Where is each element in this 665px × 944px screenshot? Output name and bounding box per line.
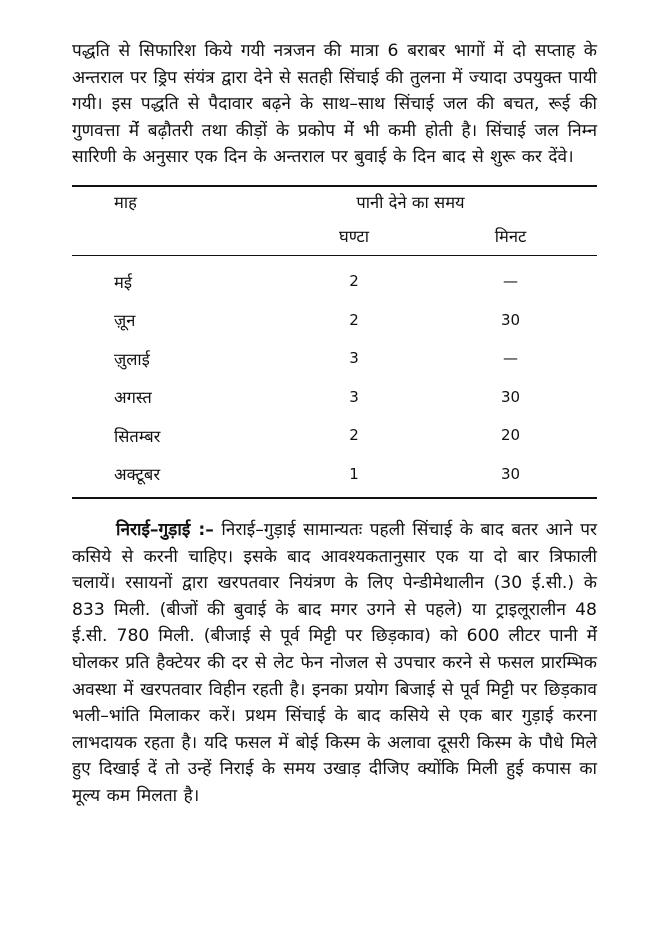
cell-hours: 3 xyxy=(349,387,359,406)
intro-paragraph: पद्धति से सिफारिश किये गयी नत्रजन की मात्रा 6 बराबर भागों में दो सप्ताह के अन्तराल पर ड्रिप संयंत्र द्वारा देने से सतही सिंचाई की तुलना में ज्यादा उपयुक्त पायी गयी। इस पद्धति से पैदावार बढ़ने के साथ–साथ सिंचाई जल की बचत, रूई की गुणवत्ता मेंं बढ़ौतरी तथा कीड़ों के प्रकोप मेंं भी कमी होती है। सिंचाई जल निम्न सारिणी के अनुसार एक दिन के अन्तराल पर बुवाई के दिन बाद से शुरू कर देंवे। xyxy=(72,41,597,168)
cell-minutes: 30 xyxy=(424,454,597,498)
irrigation-schedule-table xyxy=(72,185,597,499)
cell-minutes: — xyxy=(503,349,518,368)
cell-month: मई xyxy=(114,272,132,292)
table-row xyxy=(72,377,597,416)
table-row xyxy=(72,300,597,339)
cell-month: सितम्बर xyxy=(114,426,161,446)
cell-month: अक्टूबर xyxy=(72,454,284,498)
table-subheader-row xyxy=(72,217,597,256)
table-header-row xyxy=(72,186,597,217)
weeding-text: निराई–गुड़ाई सामान्यतः पहली सिंचाई के बाद बतर आने पर कसिये से करनी चाहिए। इसके बाद आवश्यकतानुसार एक या दो बार त्रिफाली चलायें। रसायनों द्वारा खरपतवार नियंत्रण के लिए पेन्डीमेथालीन (30 ई.सी.) के 833 मिली. (बीजों की बुवाई के बाद मगर उगने से पहले) या ट्राइलूरालीन 48 ई.सी. 780 मिली. (बीजाई से पूर्व मिट्टी पर छिड़काव) को 600 लीटर पानी मेंं घोलकर प्रति हैक्टेयर की दर से लेट फेन नोजल से उपचार करने से फसल प्रारम्भिक अवस्था में खरपतवार विहीन रहती है। इनका प्रयोग बिजाई से पूर्व मिट्टी पर छिड़काव भली–भांति मिलाकर करें। प्रथम सिंचाई के बाद कसिये से एक बार गुड़ाई करना लाभदायक रहता है। यदि फसल में बोई किस्म के अलावा दूसरी किस्म के पौधे मिले हुए दिखाई दें तो उन्हें निराई के समय उखाड़ दीजिए क्योंकि मिली हुई कपास का मूल्य कम मिलता है। xyxy=(72,519,598,806)
header-watering-time: पानी देने का समय xyxy=(284,186,597,217)
document-page xyxy=(72,38,597,810)
header-hours: घण्टा xyxy=(284,217,424,256)
weeding-heading: निराई–गुड़ाई :– xyxy=(116,519,214,540)
table-row xyxy=(72,255,597,300)
header-month: माह xyxy=(72,186,284,217)
cell-month: ज़ून xyxy=(114,311,136,331)
table-row xyxy=(72,454,597,498)
weeding-paragraph xyxy=(72,517,597,810)
cell-hours: 2 xyxy=(349,272,359,291)
cell-hours: 2 xyxy=(349,426,359,445)
cell-minutes: 20 xyxy=(500,426,521,445)
cell-minutes: 30 xyxy=(500,387,521,406)
cell-month: अगस्त xyxy=(114,388,152,408)
cell-hours: 2 xyxy=(349,310,359,329)
header-minutes: मिनट xyxy=(424,217,597,256)
cell-minutes: 30 xyxy=(500,310,521,329)
table-row xyxy=(72,416,597,455)
cell-month: ज़ुलाई xyxy=(114,349,150,369)
cell-minutes: — xyxy=(503,272,518,291)
cell-hours: 3 xyxy=(349,349,359,368)
cell-hours: 1 xyxy=(284,454,424,498)
table-row xyxy=(72,339,597,378)
